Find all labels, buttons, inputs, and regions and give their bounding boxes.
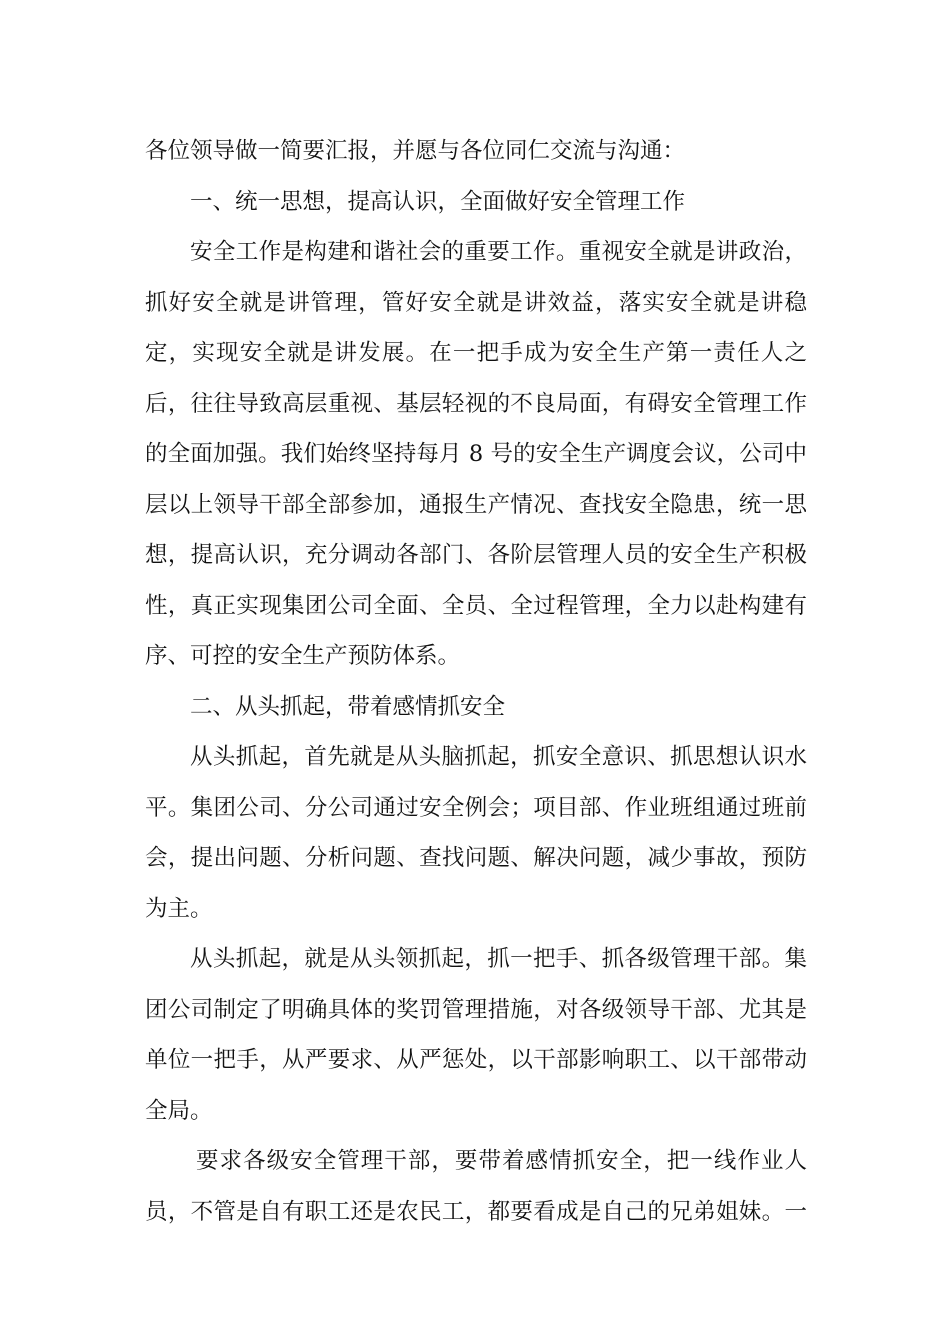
section-heading-2 [145, 682, 807, 733]
text-line: 想，提高认识，充分调动各部门、各阶层管理人员的安全生产积极 [145, 542, 807, 568]
body-paragraph-1 [145, 227, 807, 682]
intro-paragraph [145, 126, 807, 177]
text-line: 抓好安全就是讲管理，管好安全就是讲效益，落实安全就是讲稳 [145, 289, 807, 316]
text-line: 层以上领导干部全部参加，通报生产情况、查找安全隐患，统一思 [145, 491, 807, 518]
text-line: 要求各级安全管理干部，要带着感情抓安全，把一线作业人 [196, 1148, 807, 1174]
body-paragraph-2 [145, 732, 807, 934]
text-line: 员，不管是自有职工还是农民工，都要看成是自己的兄弟姐妹。一 [145, 1198, 807, 1225]
body-paragraph-4 [145, 1136, 807, 1237]
text-line: 团公司制定了明确具体的奖罚管理措施，对各级领导干部、尤其是 [145, 996, 807, 1023]
document-page [145, 126, 807, 1237]
text-line: 各位领导做一简要汇报，并愿与各位同仁交流与沟通： [145, 138, 686, 164]
text-line: 从头抓起，首先就是从头脑抓起，抓安全意识、抓思想认识水 [190, 744, 807, 770]
text-line: 为主。 [145, 895, 213, 922]
text-line: 序、可控的安全生产预防体系。 [145, 643, 461, 669]
section-heading-1 [145, 177, 807, 228]
text-line: 单位一把手，从严要求、从严惩处，以干部影响职工、以干部带动 [145, 1047, 807, 1073]
text-line: 安全工作是构建和谐社会的重要工作。重视安全就是讲政治， [190, 239, 807, 265]
text-line: 定，实现安全就是讲发展。在一把手成为安全生产第一责任人之 [145, 340, 807, 366]
text-line: 的全面加强。我们始终坚持每月 8 号的安全生产调度会议，公司中 [145, 441, 807, 467]
body-paragraph-3 [145, 934, 807, 1136]
text-line: 会，提出问题、分析问题、查找问题、解决问题，减少事故，预防 [145, 845, 807, 871]
text-line: 性，真正实现集团公司全面、全员、全过程管理，全力以赴构建有 [145, 592, 807, 619]
text-line: 后，往往导致高层重视、基层轻视的不良局面，有碍安全管理工作 [145, 390, 807, 417]
text-line: 一、统一思想，提高认识，全面做好安全管理工作 [190, 188, 686, 215]
text-line: 平。集团公司、分公司通过安全例会；项目部、作业班组通过班前 [145, 794, 807, 821]
text-line: 全局。 [145, 1097, 213, 1124]
text-line: 二、从头抓起，带着感情抓安全 [190, 693, 506, 720]
text-line: 从头抓起，就是从头领抓起，抓一把手、抓各级管理干部。集 [190, 946, 807, 972]
